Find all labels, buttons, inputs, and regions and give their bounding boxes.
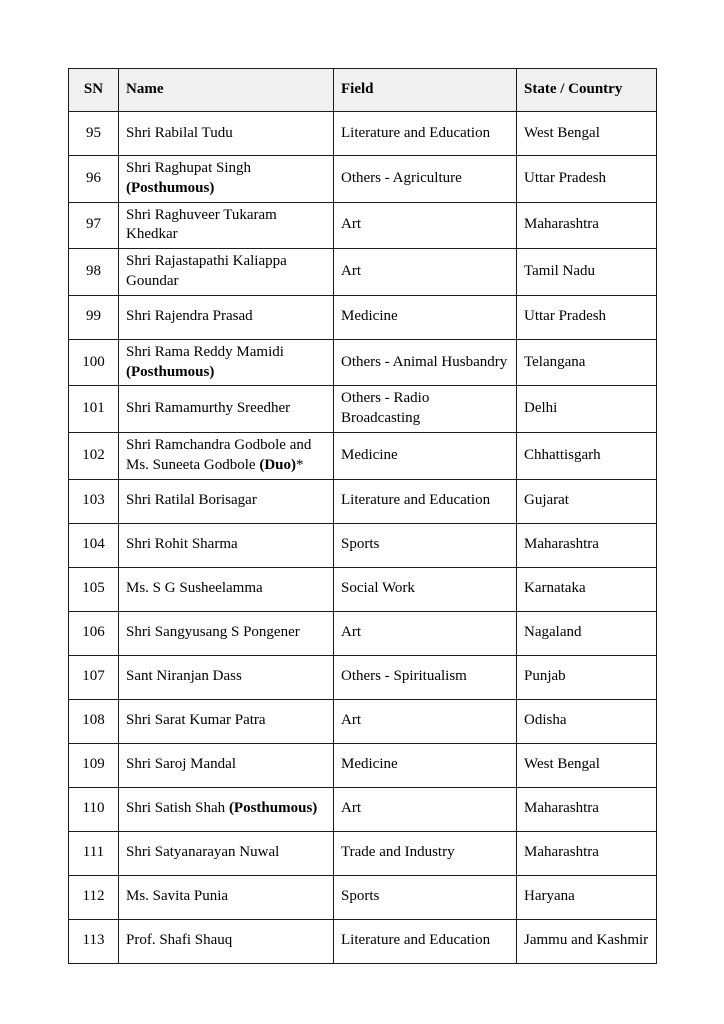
name-segment: Shri Satish Shah xyxy=(126,800,229,817)
cell-name xyxy=(119,655,334,699)
cell-sn: 112 xyxy=(69,875,119,919)
table-row xyxy=(69,339,657,386)
name-segment: Shri Ramamurthy Sreedher xyxy=(126,400,291,417)
table-row xyxy=(69,567,657,611)
table-header xyxy=(69,69,657,112)
cell-name xyxy=(119,112,334,156)
cell-name xyxy=(119,611,334,655)
column-header-sn: SN xyxy=(69,69,119,112)
cell-sn: 109 xyxy=(69,743,119,787)
cell-field: Others - Spiritualism xyxy=(334,655,517,699)
cell-state-country: Jammu and Kashmir xyxy=(517,919,657,963)
name-segment: Shri Rajendra Prasad xyxy=(126,308,253,325)
cell-field: Others - Radio Broadcasting xyxy=(334,386,517,433)
cell-sn: 108 xyxy=(69,699,119,743)
cell-sn: 107 xyxy=(69,655,119,699)
name-segment: Shri Rajastapathi Kaliappa Goundar xyxy=(126,253,287,289)
table-row xyxy=(69,699,657,743)
cell-name xyxy=(119,295,334,339)
cell-field: Art xyxy=(334,699,517,743)
cell-state-country: Uttar Pradesh xyxy=(517,295,657,339)
name-segment: Shri Sarat Kumar Patra xyxy=(126,712,266,729)
name-segment: Shri Saroj Mandal xyxy=(126,756,236,773)
cell-field: Art xyxy=(334,249,517,296)
table-row xyxy=(69,386,657,433)
table-body xyxy=(69,112,657,964)
cell-field: Art xyxy=(334,611,517,655)
table-row xyxy=(69,523,657,567)
table-row xyxy=(69,831,657,875)
name-segment: Ms. Suneeta Godbole xyxy=(126,456,260,473)
name-segment: Shri Rama Reddy Mamidi xyxy=(126,343,284,360)
cell-name xyxy=(119,156,334,203)
name-segment: Shri Ratilal Borisagar xyxy=(126,492,257,509)
cell-name xyxy=(119,202,334,249)
table-row xyxy=(69,787,657,831)
cell-state-country: Chhattisgarh xyxy=(517,432,657,479)
name-segment: Ms. Savita Punia xyxy=(126,888,229,905)
cell-name xyxy=(119,699,334,743)
cell-sn: 103 xyxy=(69,479,119,523)
cell-sn: 111 xyxy=(69,831,119,875)
cell-state-country: Telangana xyxy=(517,339,657,386)
cell-sn: 110 xyxy=(69,787,119,831)
name-segment: Shri Rohit Sharma xyxy=(126,536,238,553)
cell-field: Literature and Education xyxy=(334,919,517,963)
name-segment: Shri Satyanarayan Nuwal xyxy=(126,844,280,861)
cell-name xyxy=(119,432,334,479)
name-segment: Shri Raghupat Singh xyxy=(126,160,252,176)
cell-state-country: Maharashtra xyxy=(517,787,657,831)
cell-field: Medicine xyxy=(334,295,517,339)
name-segment: * xyxy=(296,456,304,473)
cell-name xyxy=(119,787,334,831)
cell-state-country: Gujarat xyxy=(517,479,657,523)
cell-name xyxy=(119,567,334,611)
table-row xyxy=(69,112,657,156)
cell-field: Others - Agriculture xyxy=(334,156,517,203)
cell-name xyxy=(119,919,334,963)
awardees-table xyxy=(68,68,657,964)
table-row xyxy=(69,655,657,699)
cell-sn: 113 xyxy=(69,919,119,963)
cell-field: Others - Animal Husbandry xyxy=(334,339,517,386)
cell-field: Art xyxy=(334,202,517,249)
cell-sn: 100 xyxy=(69,339,119,386)
cell-state-country: West Bengal xyxy=(517,743,657,787)
table-row xyxy=(69,479,657,523)
cell-field: Social Work xyxy=(334,567,517,611)
name-segment: Prof. Shafi Shauq xyxy=(126,932,233,949)
cell-field: Literature and Education xyxy=(334,112,517,156)
cell-field: Trade and Industry xyxy=(334,831,517,875)
cell-sn: 101 xyxy=(69,386,119,433)
cell-field: Literature and Education xyxy=(334,479,517,523)
cell-field: Sports xyxy=(334,523,517,567)
cell-name xyxy=(119,249,334,296)
cell-sn: 97 xyxy=(69,202,119,249)
cell-state-country: Karnataka xyxy=(517,567,657,611)
cell-state-country: Punjab xyxy=(517,655,657,699)
cell-state-country: Maharashtra xyxy=(517,831,657,875)
cell-name xyxy=(119,875,334,919)
cell-state-country: Nagaland xyxy=(517,611,657,655)
cell-sn: 99 xyxy=(69,295,119,339)
cell-name xyxy=(119,523,334,567)
cell-name xyxy=(119,831,334,875)
table-row xyxy=(69,743,657,787)
cell-name xyxy=(119,479,334,523)
table-row xyxy=(69,432,657,479)
table-row xyxy=(69,249,657,296)
name-segment: Shri Ramchandra Godbole and xyxy=(126,436,312,453)
cell-state-country: Uttar Pradesh xyxy=(517,156,657,203)
table-row xyxy=(69,202,657,249)
cell-sn: 98 xyxy=(69,249,119,296)
name-segment: Shri Raghuveer Tukaram Khedkar xyxy=(126,206,277,243)
table-row xyxy=(69,156,657,203)
cell-name xyxy=(119,386,334,433)
name-segment-bold: (Posthumous) xyxy=(126,179,215,196)
name-segment-bold: (Posthumous) xyxy=(228,800,318,817)
cell-sn: 104 xyxy=(69,523,119,567)
cell-state-country: Delhi xyxy=(517,386,657,433)
name-segment: Shri Rabilal Tudu xyxy=(126,124,233,141)
table-row xyxy=(69,295,657,339)
table-row xyxy=(69,875,657,919)
name-segment: Sant Niranjan Dass xyxy=(126,668,242,685)
cell-field: Art xyxy=(334,787,517,831)
cell-name xyxy=(119,339,334,386)
name-segment-bold: (Duo) xyxy=(259,456,296,473)
cell-sn: 102 xyxy=(69,432,119,479)
cell-sn: 95 xyxy=(69,112,119,156)
cell-state-country: West Bengal xyxy=(517,112,657,156)
cell-state-country: Odisha xyxy=(517,699,657,743)
table-row xyxy=(69,611,657,655)
name-segment: Ms. S G Susheelamma xyxy=(126,580,263,597)
cell-field: Sports xyxy=(334,875,517,919)
name-segment: Shri Sangyusang S Pongener xyxy=(126,624,300,641)
table-row xyxy=(69,919,657,963)
cell-state-country: Haryana xyxy=(517,875,657,919)
column-header-name: Name xyxy=(119,69,334,112)
cell-sn: 96 xyxy=(69,156,119,203)
cell-field: Medicine xyxy=(334,432,517,479)
column-header-field: Field xyxy=(334,69,517,112)
header-row xyxy=(69,69,657,112)
cell-state-country: Maharashtra xyxy=(517,202,657,249)
cell-state-country: Maharashtra xyxy=(517,523,657,567)
name-segment-bold: (Posthumous) xyxy=(126,363,215,380)
column-header-state-country: State / Country xyxy=(517,69,657,112)
cell-sn: 106 xyxy=(69,611,119,655)
cell-field: Medicine xyxy=(334,743,517,787)
cell-name xyxy=(119,743,334,787)
cell-sn: 105 xyxy=(69,567,119,611)
cell-state-country: Tamil Nadu xyxy=(517,249,657,296)
